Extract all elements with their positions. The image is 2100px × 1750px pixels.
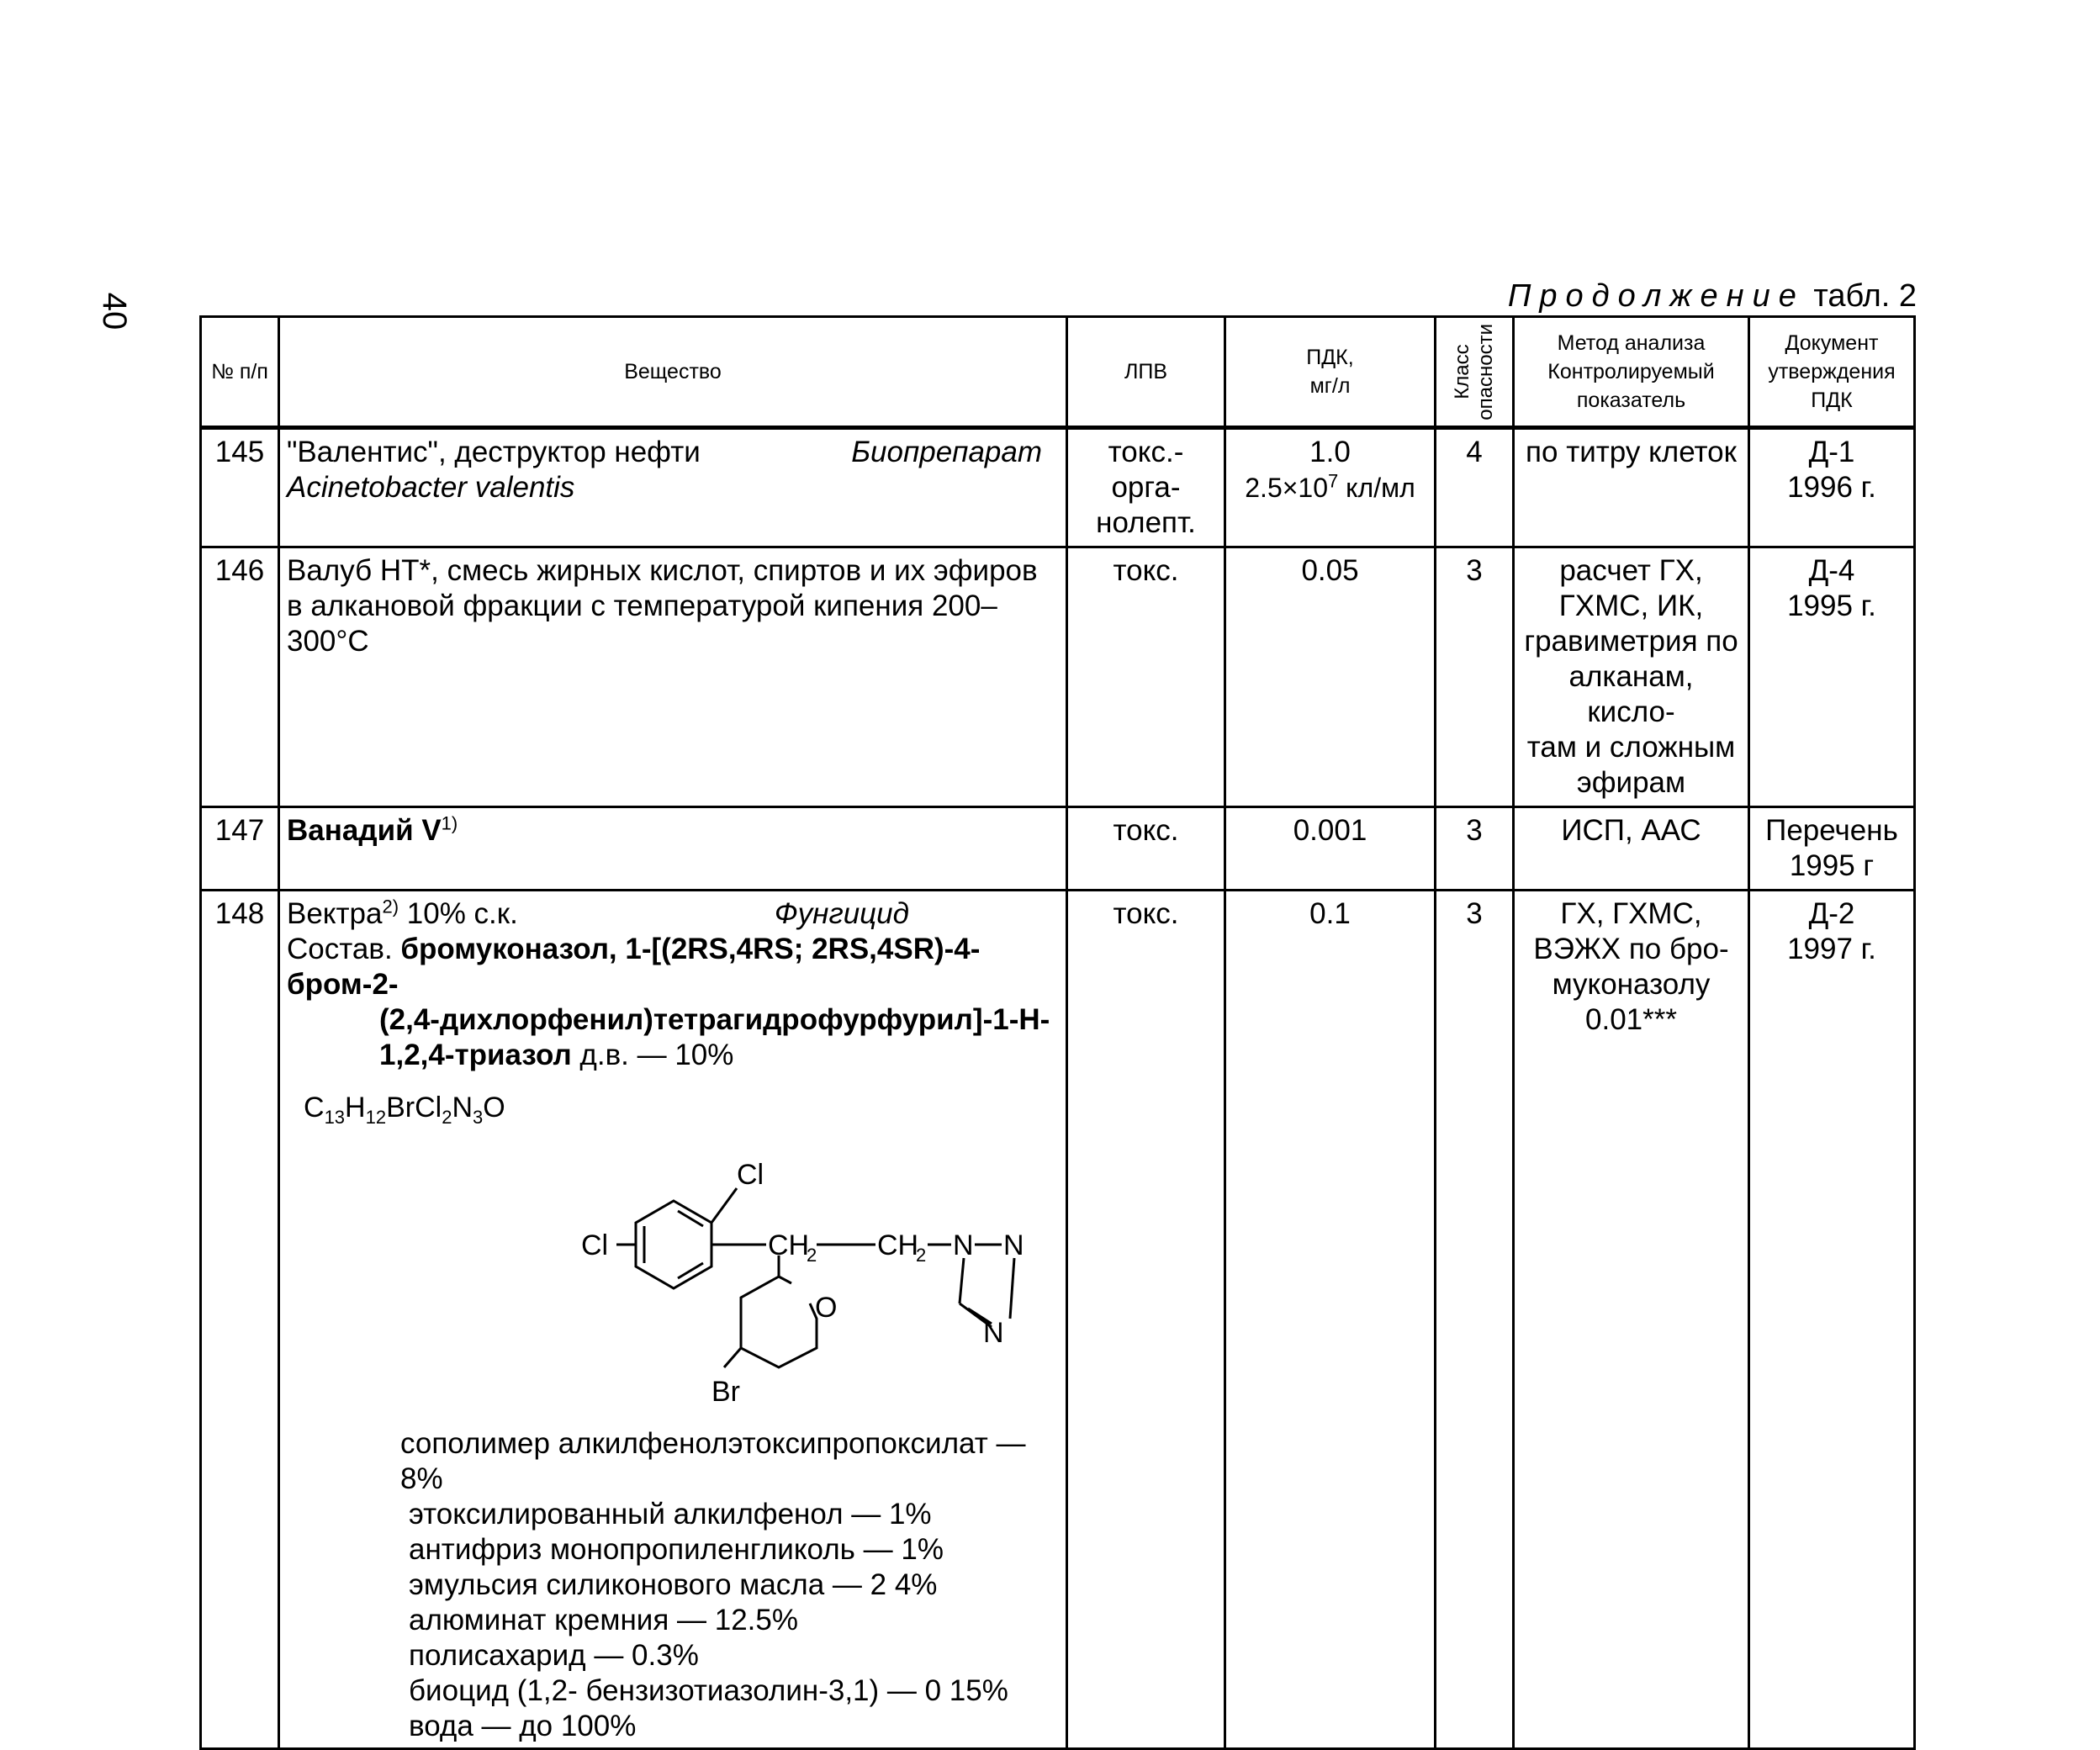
struct-o: O [815, 1292, 838, 1324]
list-item: эмульсия силиконового масла — 2 4% [409, 1568, 938, 1601]
substance-name: Ванадий V [287, 814, 442, 847]
active-ingredient-line2: (2,4-дихлорфенил)тетрагидрофурфурил]-1-Н- [379, 1003, 1050, 1036]
substance-latin-name: Acinetobacter valentis [287, 471, 575, 504]
method-cell: ИСП, ААС [1514, 807, 1749, 891]
footnote-marker: 1) [441, 812, 458, 834]
hazard-class-cell: 3 [1436, 891, 1514, 1749]
header-hazard-class-line1: Класс [1451, 344, 1473, 399]
pdk-cells-base: 2.5×10 [1245, 473, 1329, 503]
table-continuation-caption [1508, 278, 1917, 315]
table-header-row [201, 317, 1915, 428]
document-cell [1749, 891, 1915, 1749]
struct-n2: N [1003, 1229, 1024, 1261]
substance-name: Вектра [287, 897, 383, 930]
lpv-cell: токс. [1067, 807, 1225, 891]
hazard-class-cell: 4 [1436, 428, 1514, 547]
footnote-marker: 2) [382, 896, 399, 917]
pdk-value: 1.0 [1309, 436, 1351, 468]
row-number: 147 [201, 807, 279, 891]
method-line: расчет ГХ, [1559, 554, 1703, 587]
method-line: алканам, кисло- [1568, 660, 1694, 728]
method-cell: по титру клеток [1514, 428, 1749, 547]
composition-list [400, 1426, 1059, 1744]
composition-prefix: Состав. [287, 933, 401, 965]
struct-cl-left: Cl [581, 1229, 609, 1261]
header-doc-line1: Документ [1785, 331, 1879, 355]
substance-category: Биопрепарат [851, 436, 1042, 468]
row-number: 148 [201, 891, 279, 1749]
pdk-cell [1225, 428, 1436, 547]
lpv-cell: токс. [1067, 891, 1225, 1749]
list-item: алюминат кремния — 12.5% [409, 1604, 798, 1636]
document-year: 1997 г. [1787, 933, 1876, 965]
struct-ch2-b: CH [877, 1229, 919, 1261]
header-pdk [1225, 317, 1436, 428]
svg-text:2: 2 [916, 1245, 927, 1266]
list-item: вода — до 100% [409, 1710, 637, 1742]
pdk-cells-exp: 7 [1328, 470, 1339, 492]
substance-name: "Валентис", деструктор нефти [287, 436, 701, 468]
header-pdk-unit: мг/л [1309, 374, 1351, 398]
document-year: 1995 г. [1787, 590, 1876, 622]
method-line: эфирам [1576, 766, 1686, 799]
header-method-line2: Контролируемый [1547, 360, 1715, 383]
method-line: 0.01*** [1585, 1003, 1677, 1036]
method-line: там и сложным [1526, 731, 1736, 764]
active-ingredient-line1: бромуконазол, 1-[(2RS,4RS; 2RS,4SR)-4-бром-2- [287, 933, 981, 1001]
active-ingredient-line3: 1,2,4-триазол [379, 1039, 572, 1071]
pdk-cell: 0.05 [1225, 547, 1436, 807]
header-hazard-class-line2: опасности [1474, 323, 1497, 420]
substance-formulation: 10% с.к. [399, 897, 518, 930]
document-cell [1749, 428, 1915, 547]
hazard-class-cell: 3 [1436, 807, 1514, 891]
substance-cell [279, 807, 1067, 891]
document-name: Д-2 [1808, 897, 1855, 930]
lpv-line1: токс.-орга- [1108, 436, 1184, 504]
pdk-cell: 0.1 [1225, 891, 1436, 1749]
list-item: биоцид (1,2- бензизотиазолин-3,1) — 0 15% [409, 1674, 1008, 1707]
header-doc-line3: ПДК [1811, 389, 1853, 412]
header-method [1514, 317, 1749, 428]
document-year: 1996 г. [1787, 471, 1876, 504]
struct-br: Br [711, 1376, 740, 1408]
lpv-cell: токс. [1067, 547, 1225, 807]
table-row [201, 891, 1915, 1749]
header-method-line1: Метод анализа [1557, 331, 1706, 355]
svg-text:2: 2 [807, 1245, 817, 1266]
header-method-line3: показатель [1576, 389, 1686, 412]
method-line: ГХ, ГХМС, [1560, 897, 1702, 930]
struct-n1: N [953, 1229, 974, 1261]
row-number: 146 [201, 547, 279, 807]
struct-ch2-a: CH [768, 1229, 810, 1261]
document-name: Перечень [1765, 814, 1898, 847]
method-line: муконазолу [1552, 968, 1711, 1001]
list-item: полисахарид — 0.3% [409, 1639, 699, 1672]
method-line: ГХМС, ИК, [1558, 590, 1704, 622]
continuation-table-ref: табл. 2 [1813, 278, 1917, 314]
document-cell [1749, 547, 1915, 807]
header-pdk-label: ПДК, [1306, 346, 1354, 369]
method-cell [1514, 891, 1749, 1749]
header-substance: Вещество [279, 317, 1067, 428]
table-row [201, 428, 1915, 547]
method-cell [1514, 547, 1749, 807]
substance-category: Фунгицид [774, 897, 909, 930]
header-lpv: ЛПВ [1067, 317, 1225, 428]
standards-table [199, 315, 1916, 1750]
lpv-line2: нолепт. [1096, 506, 1196, 539]
active-ingredient-share: д.в. — 10% [571, 1039, 734, 1071]
substance-cell [279, 428, 1067, 547]
document-cell [1749, 807, 1915, 891]
struct-n3: N [983, 1317, 1004, 1349]
substance-cell [279, 891, 1067, 1749]
hazard-class-cell: 3 [1436, 547, 1514, 807]
struct-cl-top: Cl [737, 1159, 764, 1191]
list-item: этоксилированный алкилфенол — 1% [409, 1498, 932, 1531]
lpv-cell [1067, 428, 1225, 547]
document-name: Д-4 [1808, 554, 1855, 587]
header-document [1749, 317, 1915, 428]
structural-formula [287, 1117, 1044, 1369]
header-doc-line2: утверждения [1768, 360, 1896, 383]
method-line: гравиметрия по [1524, 625, 1738, 658]
page-number: 40 [96, 292, 133, 330]
continuation-word: Продолжение [1507, 278, 1805, 314]
pdk-cells-unit: кл/мл [1338, 473, 1415, 503]
document-year: 1995 г [1789, 849, 1875, 882]
row-number: 145 [201, 428, 279, 547]
method-line: ВЭЖХ по бро- [1533, 933, 1729, 965]
substance-name: Валуб НТ*, смесь жирных кислот, спиртов и их эфиров в алкановой фракции с температурой кипения 200–300°С [279, 547, 1067, 807]
molecular-formula: $C_{13}H_{12}BrCl_2N_3O$ [304, 1092, 505, 1128]
list-item: сополимер алкилфенолэтоксипропоксилат — 8% [400, 1427, 1026, 1495]
header-hazard-class [1436, 317, 1514, 428]
pdk-cell: 0.001 [1225, 807, 1436, 891]
document-name: Д-1 [1808, 436, 1855, 468]
table-row [201, 547, 1915, 807]
header-num: № п/п [201, 317, 279, 428]
list-item: антифриз монопропиленгликоль — 1% [409, 1533, 944, 1566]
table-row [201, 807, 1915, 891]
